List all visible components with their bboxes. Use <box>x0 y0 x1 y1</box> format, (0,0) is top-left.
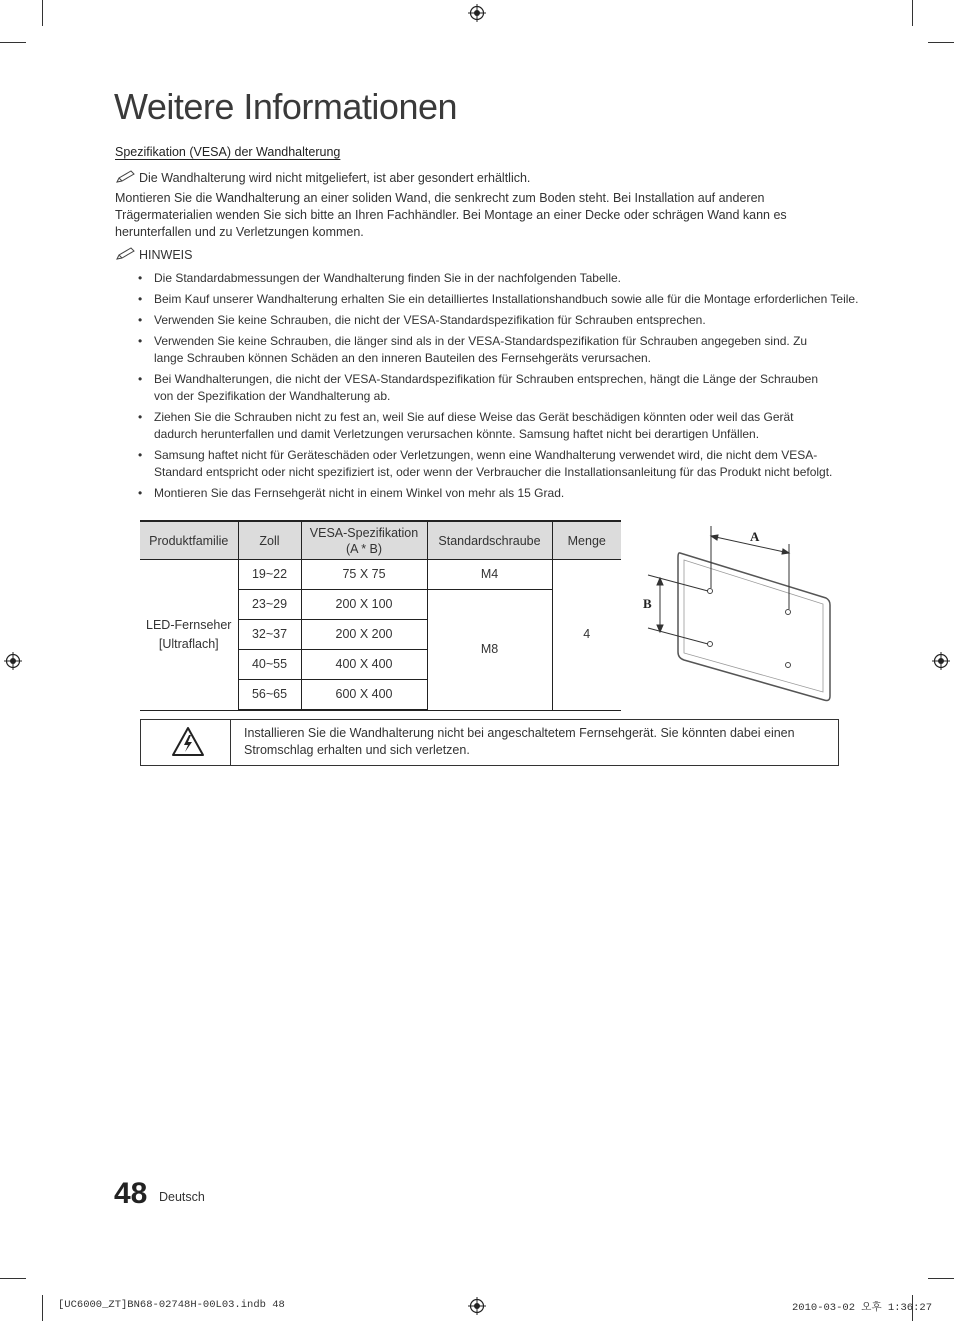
vesa-cell: 200 X 200 <box>301 620 427 650</box>
language-label: Deutsch <box>159 1190 205 1204</box>
zoll-cell: 40~55 <box>238 650 301 680</box>
page-number: 48 <box>114 1177 148 1210</box>
crop-mark <box>928 42 954 43</box>
zoll-cell: 19~22 <box>238 560 301 590</box>
list-item: • Die Standardabmessungen der Wandhalterung finden Sie in der nachfolgenden Tabelle. <box>138 270 838 287</box>
vesa-cell: 200 X 100 <box>301 590 427 620</box>
quantity-cell: 4 <box>552 560 621 711</box>
zoll-cell: 32~37 <box>238 620 301 650</box>
registration-mark-icon <box>4 652 22 670</box>
vesa-cell: 400 X 400 <box>301 650 427 680</box>
hinweis-heading <box>115 247 192 264</box>
screw-hole-icon <box>708 589 791 668</box>
dimension-lines <box>648 526 789 644</box>
hinweis-label: HINWEIS <box>139 248 193 262</box>
note-line <box>115 170 530 187</box>
vesa-cell: 75 X 75 <box>301 560 427 590</box>
warning-text: Installieren Sie die Wandhalterung nicht bei angeschaltetem Fernsehgerät. Sie könnten dabei einen Stromschlag erhalten und sich verletzen. <box>244 726 795 757</box>
pencil-note-icon <box>115 170 137 184</box>
registration-mark-icon <box>468 1297 486 1315</box>
warning-box <box>140 719 839 766</box>
tv-outline <box>678 553 830 701</box>
vesa-cell: 600 X 400 <box>301 680 427 711</box>
table-row <box>140 560 621 590</box>
registration-mark-icon <box>932 652 950 670</box>
crop-mark <box>0 1278 26 1279</box>
zoll-cell: 23~29 <box>238 590 301 620</box>
list-item: • Bei Wandhalterungen, die nicht der VESA-Standardspezifikation für Schrauben entsprechen, hängt die Länge der Schrauben von der Spezifikation der Wandhalterung ab. <box>138 371 838 405</box>
crop-mark <box>42 0 43 26</box>
list-item: • Ziehen Sie die Schrauben nicht zu fest an, weil Sie auf diese Weise das Gerät beschädigen könnten oder weil das Gerät dadurch herunterfallen und damit Verletzungen verursachen könnte. Samsung haftet nicht bei derartigen Unfällen. <box>138 409 838 443</box>
crop-mark <box>42 1295 43 1321</box>
column-header: Zoll <box>238 521 301 560</box>
list-item: • Verwenden Sie keine Schrauben, die nicht der VESA-Standardspezifikation für Schrauben entsprechen. <box>138 312 838 329</box>
vesa-spec-table <box>140 520 621 711</box>
warning-divider <box>230 720 231 765</box>
body-paragraph: Montieren Sie die Wandhalterung an einer soliden Wand, die senkrecht zum Boden steht. Bei Installation auf anderen Trägermaterialien wenden Sie sich bitte an Ihren Fachhändler. Bei Montage an einer Decke oder schrägen Wand kann es herunterfallen und zu Verletzungen kommen. <box>115 191 787 239</box>
crop-mark <box>928 1278 954 1279</box>
table-header-row <box>140 521 621 560</box>
column-header: Produktfamilie <box>140 521 238 560</box>
note-text: Die Wandhalterung wird nicht mitgeliefert, ist aber gesondert erhältlich. <box>139 171 531 185</box>
list-item: • Samsung haftet nicht für Geräteschäden oder Verletzungen, wenn eine Wandhalterung verwendet wird, die nicht dem VESA-Standard entspricht oder nicht spezifiziert ist, oder wenn der Verbraucher die Installationsanleitung für das Produkt nicht befolgt. <box>138 447 838 481</box>
column-header: Menge <box>552 521 621 560</box>
list-item: • Beim Kauf unserer Wandhalterung erhalten Sie ein detailliertes Installationshandbuch sowie alle für die Montage erforderlichen Teile. <box>138 291 838 308</box>
section-title: Spezifikation (VESA) der Wandhalterung <box>115 145 341 159</box>
zoll-cell: 56~65 <box>238 680 301 711</box>
screw-cell: M8 <box>427 590 552 711</box>
column-header: VESA-Spezifikation (A * B) <box>301 521 427 560</box>
list-item: • Montieren Sie das Fernsehgerät nicht in einem Winkel von mehr als 15 Grad. <box>138 485 838 502</box>
pencil-note-icon <box>115 247 137 261</box>
dimension-label-b: B <box>643 596 652 611</box>
electric-shock-warning-icon <box>171 726 205 758</box>
crop-mark <box>0 42 26 43</box>
hinweis-list <box>138 270 859 506</box>
registration-mark-icon <box>468 4 486 22</box>
footer-timestamp: 2010-03-02 오후 1:36:27 <box>792 1302 933 1314</box>
screw-cell: M4 <box>427 560 552 590</box>
crop-mark <box>912 0 913 26</box>
list-item: • Verwenden Sie keine Schrauben, die länger sind als in der VESA-Standardspezifikation für Schrauben angegeben sind. Zu lange Schrauben können Schäden an den inneren Bauteilen des Fernsehgeräts verursachen. <box>138 333 838 367</box>
page-title: Weitere Informationen <box>114 86 458 127</box>
column-header: Standardschraube <box>427 521 552 560</box>
footer-file-info: [UC6000_ZT]BN68-02748H-00L03.indb 48 <box>58 1299 285 1311</box>
wall-mount-diagram <box>640 520 840 705</box>
dimension-label-a: A <box>750 529 760 544</box>
product-family-cell: LED-Fernseher [Ultraflach] <box>140 560 238 711</box>
